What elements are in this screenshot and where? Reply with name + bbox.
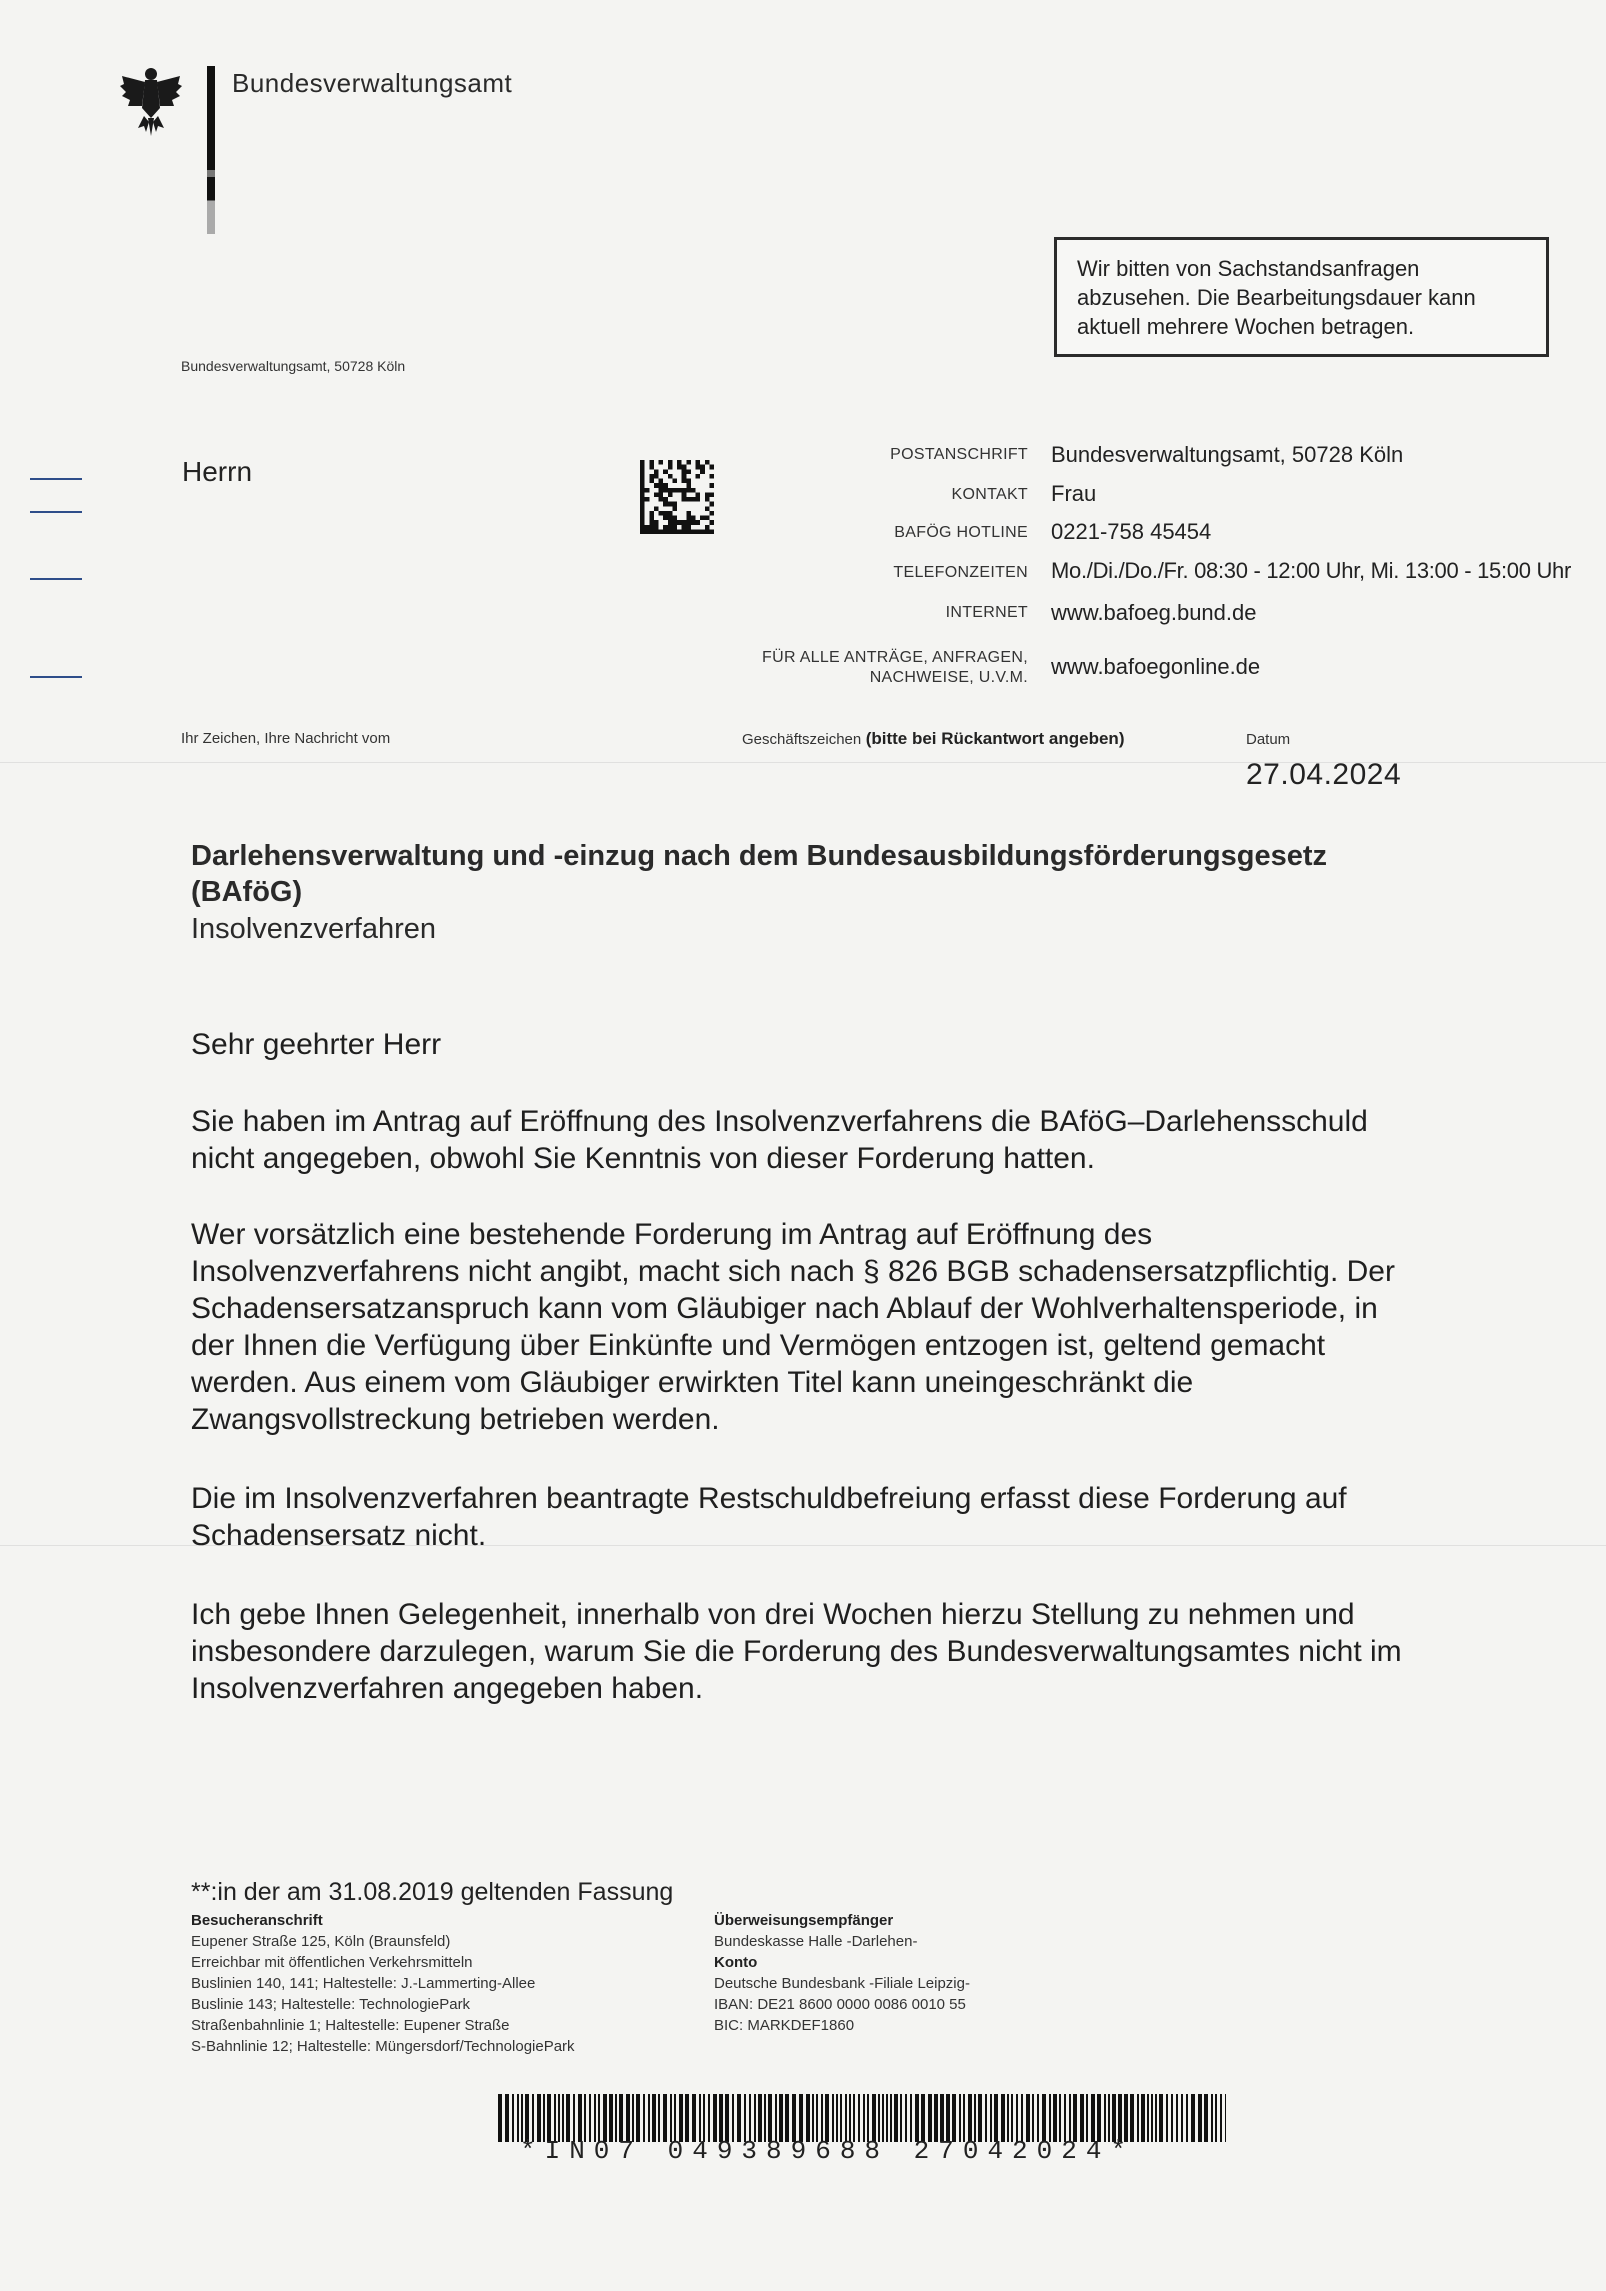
footnote: **:in der am 31.08.2019 geltenden Fassung — [191, 1878, 674, 1906]
paragraph-line: Wer vorsätzlich eine bestehende Forderung im Antrag auf Eröffnung des — [191, 1218, 1153, 1251]
barcode-text: *IN07 049389688 27042024* — [520, 2136, 1136, 2166]
visitor-address-line: Erreichbar mit öffentlichen Verkehrsmitteln — [191, 1954, 473, 1971]
paragraph-line: Schadensersatz nicht. — [191, 1519, 487, 1552]
letter-subject — [191, 838, 1521, 910]
date-label: Datum — [1246, 731, 1291, 748]
paragraph-line: werden. Aus einem vom Gläubiger erwirkten Titel kann uneingeschränkt die — [191, 1366, 1194, 1399]
bank-line: IBAN: DE21 8600 0000 0086 0010 55 — [714, 1996, 966, 2013]
bank-details — [714, 1910, 1174, 2036]
contact-label-telefonzeiten: TELEFONZEITEN — [893, 564, 1028, 581]
contact-label-hotline: BAFÖG HOTLINE — [894, 524, 1028, 541]
your-reference-label: Ihr Zeichen, Ihre Nachricht vom — [181, 730, 391, 747]
visitor-address-line: Eupener Straße 125, Köln (Braunsfeld) — [191, 1933, 451, 1950]
paragraph-2 — [191, 1216, 1551, 1438]
paragraph-1 — [191, 1103, 1551, 1177]
contact-value-telefonzeiten: Mo./Di./Do./Fr. 08:30 - 12:00 Uhr, Mi. 13:00 - 15:00 Uhr — [1051, 558, 1571, 583]
paragraph-line: nicht angegeben, obwohl Sie Kenntnis von dieser Forderung hatten. — [191, 1142, 1095, 1175]
file-reference-note: (bitte bei Rückantwort angeben) — [865, 729, 1125, 748]
contact-label-kontakt: KONTAKT — [951, 486, 1028, 503]
visitor-address-line: S-Bahnlinie 12; Haltestelle: Müngersdorf/TechnologiePark — [191, 2038, 575, 2055]
scan-artifact — [0, 1545, 1606, 1546]
contact-label-antraege-line1: FÜR ALLE ANTRÄGE, ANFRAGEN, — [762, 649, 1028, 666]
subject-line-2: (BAföG) — [191, 876, 303, 908]
subject-line-1: Darlehensverwaltung und -einzug nach dem Bundesausbildungsförderungsgesetz — [191, 840, 1327, 872]
contact-value-hotline: 0221-758 45454 — [1051, 519, 1212, 544]
paragraph-line: Die im Insolvenzverfahren beantragte Restschuldbefreiung erfasst diese Forderung auf — [191, 1482, 1347, 1515]
visitor-address-line: Straßenbahnlinie 1; Haltestelle: Eupener Straße — [191, 2017, 510, 2034]
contact-label-antraege-line2: NACHWEISE, U.V.M. — [869, 669, 1028, 686]
visitor-address — [191, 1910, 651, 2057]
return-address: Bundesverwaltungsamt, 50728 Köln — [181, 358, 406, 374]
account-heading: Konto — [714, 1954, 758, 1971]
bafoegonline-link[interactable]: www.bafoegonline.de — [1051, 654, 1261, 679]
paragraph-3 — [191, 1480, 1551, 1554]
paragraph-line: insbesondere darzulegen, warum Sie die Forderung des Bundesverwaltungsamtes nicht im — [191, 1635, 1402, 1668]
bank-line: BIC: MARKDEF1860 — [714, 2017, 855, 2034]
transfer-heading: Überweisungsempfänger — [714, 1912, 894, 1929]
org-name: Bundesverwaltungsamt — [232, 68, 513, 98]
paragraph-line: Zwangsvollstreckung betrieben werden. — [191, 1403, 720, 1436]
logo-bar — [207, 66, 215, 234]
federal-eagle-icon — [118, 62, 184, 138]
visitor-address-line: Buslinie 143; Haltestelle: TechnologiePark — [191, 1996, 471, 2013]
paragraph-line: Sie haben im Antrag auf Eröffnung des Insolvenzverfahrens die BAföG–Darlehensschuld — [191, 1105, 1368, 1138]
fold-mark — [30, 511, 82, 513]
recipient-salutation: Herrn — [182, 456, 253, 487]
paragraph-line: Insolvenzverfahren angegeben haben. — [191, 1672, 704, 1705]
contact-label-internet: INTERNET — [945, 604, 1028, 621]
paragraph-line: der Ihnen die Verfügung über Einkünfte und Vermögen entzogen ist, geltend gemacht — [191, 1329, 1326, 1362]
contact-value-postanschrift: Bundesverwaltungsamt, 50728 Köln — [1051, 442, 1404, 467]
internet-link[interactable]: www.bafoeg.bund.de — [1051, 600, 1257, 625]
notice-box: Wir bitten von Sachstandsanfragen abzusehen. Die Bearbeitungsdauer kann aktuell mehrere Wochen betragen. — [1054, 237, 1549, 357]
letter-salutation: Sehr geehrter Herr — [191, 1028, 442, 1061]
file-reference — [742, 729, 1124, 749]
letter-subsubject: Insolvenzverfahren — [191, 913, 437, 945]
barcode-icon — [498, 2094, 1226, 2142]
fold-mark — [30, 676, 82, 678]
fold-mark — [30, 478, 82, 480]
file-reference-label: Geschäftszeichen — [742, 731, 862, 748]
transfer-recipient: Bundeskasse Halle -Darlehen- — [714, 1933, 918, 1950]
paragraph-line: Ich gebe Ihnen Gelegenheit, innerhalb von drei Wochen hierzu Stellung zu nehmen und — [191, 1598, 1355, 1631]
contact-label-postanschrift: POSTANSCHRIFT — [890, 446, 1028, 463]
visitor-address-heading: Besucheranschrift — [191, 1912, 323, 1929]
fold-mark — [30, 578, 82, 580]
paragraph-4 — [191, 1596, 1551, 1707]
contact-label-antraege — [698, 648, 1028, 688]
scan-artifact — [0, 762, 1606, 763]
contact-value-kontakt: Frau — [1051, 481, 1097, 506]
paragraph-line: Insolvenzverfahrens nicht angibt, macht sich nach § 826 BGB schadensersatzpflichtig. Der — [191, 1255, 1395, 1288]
paragraph-line: Schadensersatzanspruch kann vom Gläubiger nach Ablauf der Wohlverhaltensperiode, in — [191, 1292, 1378, 1325]
date-value: 27.04.2024 — [1246, 758, 1402, 791]
bank-line: Deutsche Bundesbank -Filiale Leipzig- — [714, 1975, 970, 1992]
visitor-address-line: Buslinien 140, 141; Haltestelle: J.-Lammerting-Allee — [191, 1975, 536, 1992]
